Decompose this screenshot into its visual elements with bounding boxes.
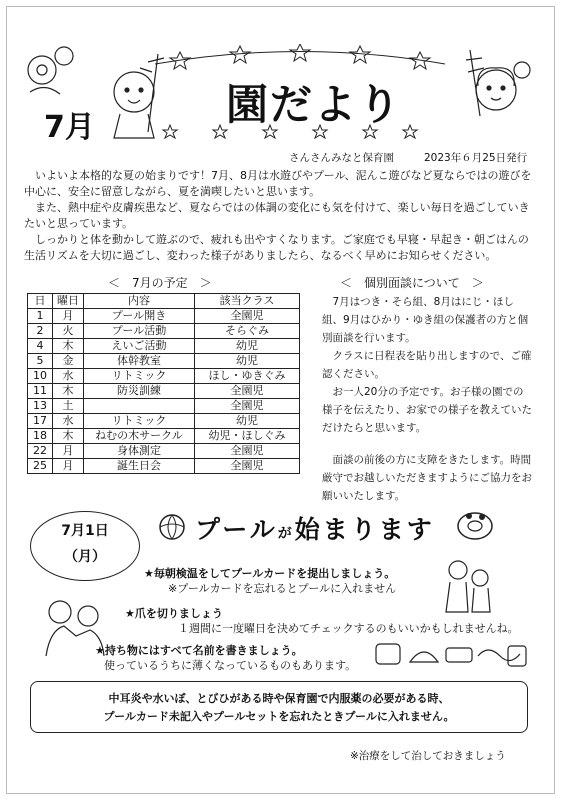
class-cell: 全園児 <box>195 309 300 324</box>
class-cell: 幼児 <box>195 414 300 429</box>
interview-paragraph: クラスに日程表を貼り出しますので、ご確認ください。 <box>322 350 532 380</box>
weekday-cell: 水 <box>53 414 84 429</box>
ball-icon <box>158 513 186 541</box>
interview-paragraph: 面談の前後の方に支障をきたします。時間厳守でお越しいただきますようにご協力をお願いいたします。 <box>322 454 532 502</box>
pool-weekday: （月） <box>64 549 106 565</box>
intro-paragraph: いよいよ本格的な夏の始まりです！7月、8月は水遊びやプール、泥んこ遊びなど夏ならではの遊びを中心に、安全に留意しながら、夏を満喫したいと思います。 <box>24 169 532 198</box>
weekday-cell: 金 <box>53 354 84 369</box>
float-ring-icon <box>455 506 495 542</box>
children-illustration <box>438 556 498 616</box>
column-header: 曜日 <box>53 294 84 309</box>
pool-rule-heading: ★持ち物にはすべて名前を書きましょう。 <box>95 644 303 657</box>
pool-rule-note: １週間に一度曜日を決めてチェックするのもいいかもしれませんね。 <box>178 622 519 635</box>
table-row <box>28 354 300 369</box>
day-cell: 22 <box>28 444 53 459</box>
newsletter-title: 園だより <box>226 80 403 129</box>
event-cell: 防災訓練 <box>84 384 195 399</box>
event-cell: 誕生日会 <box>84 459 195 474</box>
boy-with-bamboo-illustration <box>100 52 170 142</box>
pool-start-date-badge <box>30 511 140 581</box>
event-cell: プール開き <box>84 309 195 324</box>
issue-date: 2023年６月25日発行 <box>424 152 528 164</box>
event-cell: ねむの木サークル <box>84 429 195 444</box>
table-row <box>28 444 300 459</box>
weekday-cell: 月 <box>53 459 84 474</box>
weekday-cell: 木 <box>53 384 84 399</box>
weekday-cell: 火 <box>53 324 84 339</box>
intro-text <box>24 168 536 264</box>
day-cell: 2 <box>28 324 53 339</box>
day-cell: 1 <box>28 309 53 324</box>
table-row <box>28 324 300 339</box>
event-cell: リトミック <box>84 414 195 429</box>
weekday-cell: 水 <box>53 369 84 384</box>
day-cell: 18 <box>28 429 53 444</box>
table-row <box>28 414 300 429</box>
class-cell: ほし・ゆきぐみ <box>195 369 300 384</box>
class-cell: 全園児 <box>195 444 300 459</box>
pool-items-illustration <box>372 636 532 672</box>
pool-rule-note: ※プールカードを忘れるとプールに入れません <box>168 582 397 595</box>
class-cell: 幼児・ほしぐみ <box>195 429 300 444</box>
interview-paragraph: お一人20分の予定です。お子様の園での様子を伝えたり、お家での様子を教えていただけたらと思います。 <box>322 386 532 434</box>
table-header-row <box>28 294 300 309</box>
pool-headline-verb: 始まります <box>294 515 435 544</box>
table-row <box>28 309 300 324</box>
intro-paragraph: また、熱中症や皮膚疾患など、夏ならではの体調の変化にも気を付けて、楽しい毎日を過ごしていきたいと思っています。 <box>24 201 530 230</box>
pool-rule-note: 使っているうちに薄くなっているものもあります。 <box>104 659 357 672</box>
event-cell: プール活動 <box>84 324 195 339</box>
class-cell: 幼児 <box>195 339 300 354</box>
pool-date: 7月1日 <box>61 523 109 539</box>
class-cell: 幼児 <box>195 354 300 369</box>
table-row <box>28 339 300 354</box>
pool-headline-particle: が <box>277 526 295 542</box>
notice-line: プールカード未記入やプールセットを忘れたときプールに入れません。 <box>103 710 455 723</box>
schedule-table <box>27 293 300 474</box>
weekday-cell: 土 <box>53 399 84 414</box>
pool-rule-heading: ★爪を切りましょう <box>125 607 223 620</box>
schedule-body <box>28 309 300 474</box>
issuer-name: さんさんみなと保育園 <box>289 152 394 164</box>
day-cell: 10 <box>28 369 53 384</box>
pool-headline <box>195 510 435 546</box>
table-row <box>28 399 300 414</box>
weekday-cell: 木 <box>53 429 84 444</box>
event-cell: リトミック <box>84 369 195 384</box>
day-cell: 13 <box>28 399 53 414</box>
class-cell: そらぐみ <box>195 324 300 339</box>
class-cell: 全園児 <box>195 384 300 399</box>
column-header: 該当クラス <box>195 294 300 309</box>
weekday-cell: 木 <box>53 339 84 354</box>
event-cell <box>84 399 195 414</box>
weekday-cell: 月 <box>53 309 84 324</box>
day-cell: 17 <box>28 414 53 429</box>
footnote: ※治療をして治しておきましょう <box>350 750 506 762</box>
notice-line: 中耳炎や水いぼ、とびひがある時や保育園で内服薬の必要がある時、 <box>108 692 450 705</box>
schedule-title: ＜ 7月の予定 ＞ <box>108 276 212 290</box>
column-header: 内容 <box>84 294 195 309</box>
morning-glory-illustration <box>20 42 80 102</box>
interview-text <box>322 293 532 505</box>
pool-restriction-notice <box>30 681 528 733</box>
event-cell: 身体測定 <box>84 444 195 459</box>
day-cell: 25 <box>28 459 53 474</box>
table-row <box>28 429 300 444</box>
intro-paragraph: しっかりと体を動かして遊ぶので、疲れも出やすくなります。ご家庭でも早寝・早起き・朝ごはんの生活リズムを大切に過ごし、変わった様子がありましたら、なるべく早めにお知らせください。 <box>24 233 529 262</box>
day-cell: 11 <box>28 384 53 399</box>
table-row <box>28 384 300 399</box>
class-cell: 全園児 <box>195 459 300 474</box>
day-cell: 4 <box>28 339 53 354</box>
event-cell: えいご活動 <box>84 339 195 354</box>
weekday-cell: 月 <box>53 444 84 459</box>
star-garland-illustration <box>150 44 450 74</box>
pool-rule-heading: ★毎朝検温をしてプールカードを提出しましょう。 <box>144 567 396 580</box>
girl-with-bamboo-illustration <box>456 46 536 136</box>
interview-title: ＜ 個別面談について ＞ <box>340 276 484 290</box>
interview-paragraph: 7月はつき・そら組、8月はにじ・ほし組、9月はひかり・ゆき組の保護者の方と個別面談を行います。 <box>322 296 529 344</box>
month-label: 7月 <box>44 110 95 145</box>
class-cell: 全園児 <box>195 399 300 414</box>
table-row <box>28 459 300 474</box>
event-cell: 体幹教室 <box>84 354 195 369</box>
column-header: 日 <box>28 294 53 309</box>
table-row <box>28 369 300 384</box>
day-cell: 5 <box>28 354 53 369</box>
pool-headline-word: プール <box>195 515 278 544</box>
